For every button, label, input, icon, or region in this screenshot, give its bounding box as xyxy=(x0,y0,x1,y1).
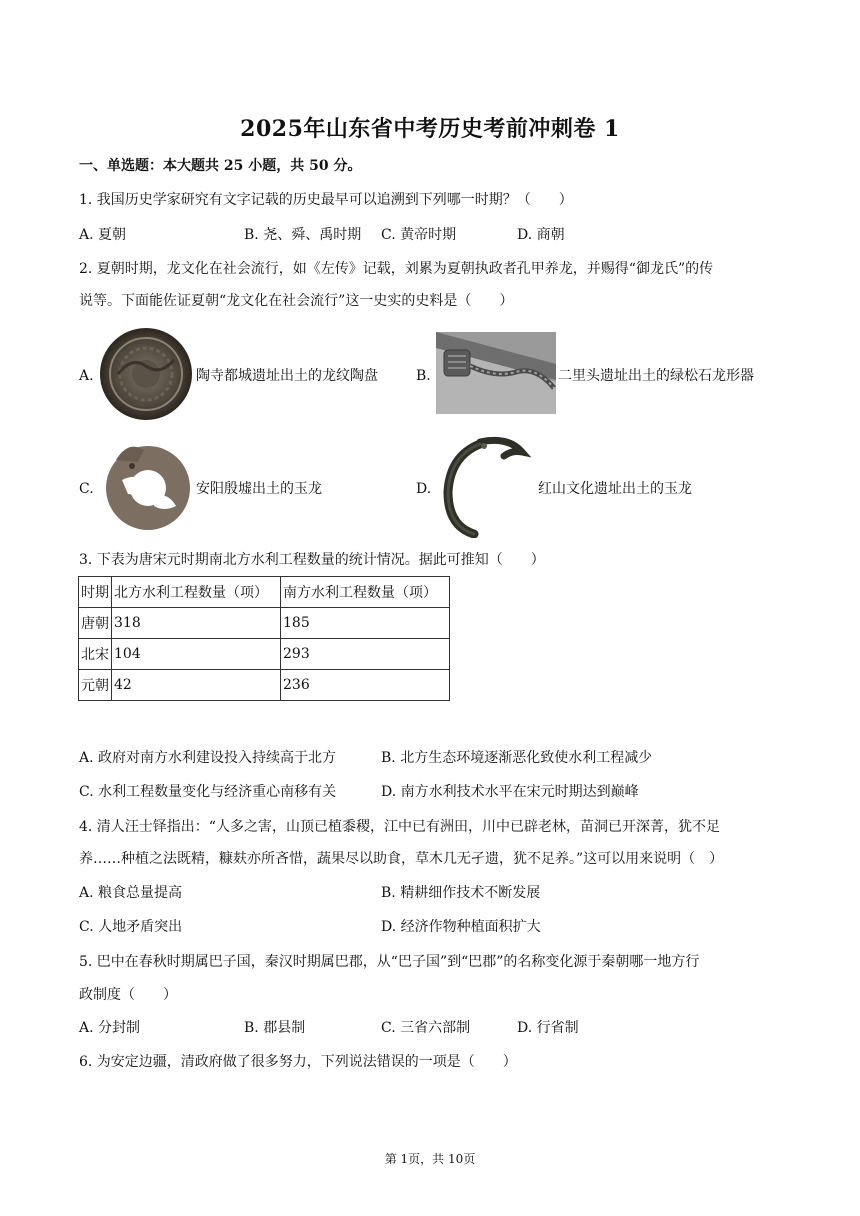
q2-stem-line1: 2. 夏朝时期，龙文化在社会流行，如《左传》记载，刘累为夏朝执政者孔甲养龙，并赐得“御龙氏”的传 xyxy=(79,261,714,277)
q4-stem-line2: 养……种植之法既精，糠麸亦所吝惜，蔬果尽以助食，草木几无孑遗，犹不足养。”这可以用来说明（ ） xyxy=(79,851,724,867)
page-title: 2025年山东省中考历史考前冲刺卷 1 xyxy=(240,116,620,142)
q1-option-a: A. 夏朝 xyxy=(79,227,127,243)
section-heading: 一、单选题：本大题共 25 小题，共 50 分。 xyxy=(79,158,362,174)
table-cell: 236 xyxy=(281,670,450,701)
q2-option-b-letter: B. xyxy=(416,368,431,384)
table-cell: 293 xyxy=(281,639,450,670)
q2-option-c-caption: 安阳殷墟出土的玉龙 xyxy=(196,481,322,497)
q2-option-b-caption: 二里头遗址出土的绿松石龙形器 xyxy=(558,368,754,384)
hongshan-jade-dragon-image xyxy=(436,434,532,538)
q1-stem: 1. 我国历史学家研究有文字记载的历史最早可以追溯到下列哪一时期？（ ） xyxy=(79,192,573,208)
water-projects-table xyxy=(78,576,450,701)
q3-option-b: B. 北方生态环境逐渐恶化致使水利工程减少 xyxy=(381,750,653,766)
table-row xyxy=(79,670,450,701)
q2-stem-line2: 说等。下面能佐证夏朝“龙文化在社会流行”这一史实的史料是（ ） xyxy=(79,293,514,309)
table-row xyxy=(79,639,450,670)
q3-option-c: C. 水利工程数量变化与经济重心南移有关 xyxy=(79,784,337,800)
q5-option-d: D. 行省制 xyxy=(517,1020,579,1036)
table-cell: 104 xyxy=(112,639,281,670)
q5-option-a: A. 分封制 xyxy=(79,1020,141,1036)
q5-stem-line2: 政制度（ ） xyxy=(79,987,177,1003)
table-cell: 唐朝 xyxy=(79,608,112,639)
q2-option-d-letter: D. xyxy=(416,481,432,497)
q5-stem-line1: 5. 巴中在春秋时期属巴子国，秦汉时期属巴郡，从“巴子国”到“巴郡”的名称变化源于秦朝哪一地方行 xyxy=(79,954,700,970)
q6-stem: 6. 为安定边疆，清政府做了很多努力，下列说法错误的一项是（ ） xyxy=(79,1054,517,1070)
q3-option-a: A. 政府对南方水利建设投入持续高于北方 xyxy=(79,750,337,766)
q1-option-d: D. 商朝 xyxy=(517,227,565,243)
q1-option-c: C. 黄帝时期 xyxy=(381,227,457,243)
q2-option-a-letter: A. xyxy=(79,368,94,384)
table-header-cell: 北方水利工程数量（项） xyxy=(112,577,281,608)
q5-option-c: C. 三省六部制 xyxy=(381,1020,471,1036)
q2-option-a-caption: 陶寺都城遗址出土的龙纹陶盘 xyxy=(196,368,378,384)
table-row xyxy=(79,608,450,639)
table-cell: 318 xyxy=(112,608,281,639)
q4-option-a: A. 粮食总量提高 xyxy=(79,885,183,901)
q2-option-c-letter: C. xyxy=(79,481,94,497)
q4-stem-line1: 4. 清人汪士铎指出：“人多之害，山顶已植黍稷，江中已有洲田，川中已辟老林，苗洞已开深菁，犹不足 xyxy=(79,819,720,835)
table-cell: 元朝 xyxy=(79,670,112,701)
jade-dragon-yinxu-image xyxy=(98,436,194,532)
table-header-row xyxy=(79,577,450,608)
q1-option-b: B. 尧、舜、禹时期 xyxy=(244,227,362,243)
q3-option-d: D. 南方水利技术水平在宋元时期达到巅峰 xyxy=(381,784,639,800)
q2-option-d-caption: 红山文化遗址出土的玉龙 xyxy=(538,481,692,497)
page-footer: 第 1页，共 10页 xyxy=(384,1152,476,1166)
table-cell: 42 xyxy=(112,670,281,701)
q4-option-b: B. 精耕细作技术不断发展 xyxy=(381,885,541,901)
q4-option-c: C. 人地矛盾突出 xyxy=(79,919,183,935)
q3-stem: 3. 下表为唐宋元时期南北方水利工程数量的统计情况。据此可推知（ ） xyxy=(79,552,545,568)
turquoise-dragon-image xyxy=(436,332,556,414)
table-header-cell: 时期 xyxy=(79,577,112,608)
dragon-plate-image xyxy=(98,326,194,422)
table-header-cell: 南方水利工程数量（项） xyxy=(281,577,450,608)
table-cell: 北宋 xyxy=(79,639,112,670)
q4-option-d: D. 经济作物种植面积扩大 xyxy=(381,919,541,935)
table-cell: 185 xyxy=(281,608,450,639)
q5-option-b: B. 郡县制 xyxy=(244,1020,306,1036)
